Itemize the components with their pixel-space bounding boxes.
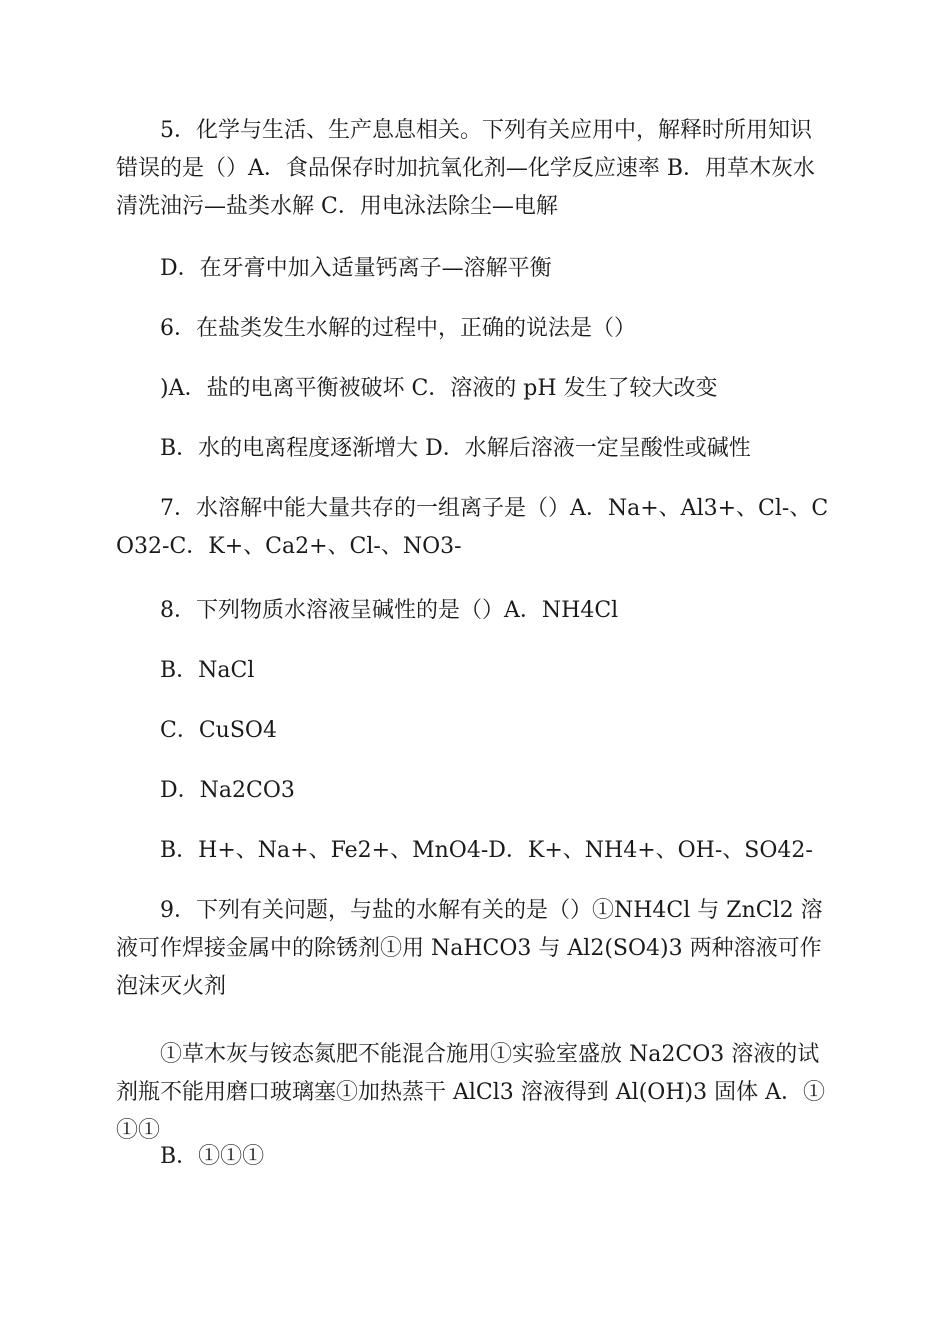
- question-9-option-b: B．①①①: [160, 1144, 265, 1169]
- question-7-paragraph: 7．水溶解中能大量共存的一组离子是（）A．Na+、Al3+、Cl-、CO32-C．K+、Ca2+、Cl-、NO3-: [116, 496, 829, 559]
- question-9-paragraph: 9．下列有关问题，与盐的水解有关的是（）①NH4Cl 与 ZnCl2 溶液可作焊接金属中的除锈剂①用 NaHCO3 与 Al2(SO4)3 两种溶液可作泡沫灭火剂: [116, 898, 823, 999]
- question-7-options-b-d: B．H+、Na+、Fe2+、MnO4-D．K+、NH4+、OH-、SO42-: [160, 838, 813, 863]
- question-8-option-b: B．NaCl: [160, 658, 255, 683]
- question-8-paragraph: 8．下列物质水溶液呈碱性的是（）A．NH4Cl: [160, 598, 619, 623]
- question-8-option-c: C．CuSO4: [160, 718, 277, 743]
- question-6-paragraph: 6．在盐类发生水解的过程中，正确的说法是（）: [160, 316, 636, 341]
- question-8-option-d: D．Na2CO3: [160, 778, 295, 803]
- question-6-options-b-d: B．水的电离程度逐渐增大 D．水解后溶液一定呈酸性或碱性: [160, 436, 751, 461]
- question-9-continuation: ①草木灰与铵态氮肥不能混合施用①实验室盛放 Na2CO3 溶液的试剂瓶不能用磨口玻璃塞①加热蒸干 AlCl3 溶液得到 Al(OH)3 固体 A．①①①: [116, 1042, 825, 1143]
- question-5-paragraph: 5．化学与生活、生产息息相关。下列有关应用中，解释时所用知识错误的是（）A．食品保存时加抗氧化剂—化学反应速率 B．用草木灰水清洗油污—盐类水解 C．用电泳法除尘—电解: [116, 118, 816, 219]
- question-5-option-d: D．在牙膏中加入适量钙离子—溶解平衡: [160, 256, 552, 281]
- question-6-options-a-c: )A．盐的电离平衡被破坏 C．溶液的 pH 发生了较大改变: [160, 376, 718, 401]
